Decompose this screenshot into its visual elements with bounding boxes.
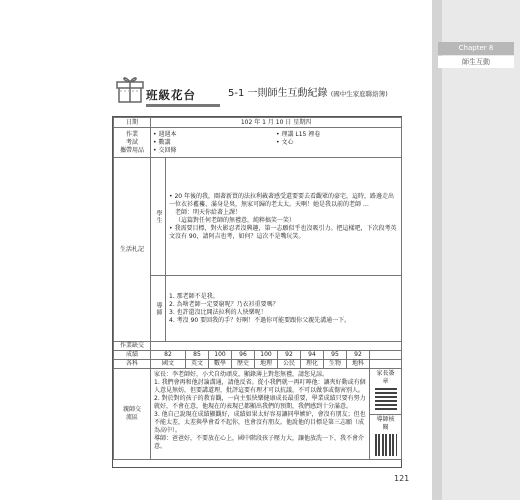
margin-strip (432, 0, 442, 500)
parent-sign-label: 家長簽章 (376, 370, 395, 385)
score-cell: 100 (255, 351, 278, 360)
homework-cell (151, 128, 402, 158)
teacher-line: 1. 那老師不是我。 (169, 292, 219, 300)
parent-line: 家長：李老師好，小犬自幼頑皮，顯錄薄上對您無禮，請您見諒。 (154, 371, 329, 378)
score-cell: 85 (186, 351, 209, 360)
subjects-row (114, 360, 402, 369)
homework-missing-value (151, 342, 402, 351)
chapter-subtitle: 師生互動 (438, 56, 514, 68)
section-label: 班級花台 (146, 86, 218, 104)
parent-line: 導師：爸爸好，不要放在心上，國中階段孩子壓力大，讓他放洗一下，我不會介意。 (154, 435, 365, 450)
subject-cell: 地科 (347, 360, 370, 369)
homework-item: • 理講 L15 裡卷 (276, 130, 321, 138)
section-rule (146, 104, 220, 107)
date-value: 102 年 1 月 10 日 星期四 (151, 118, 402, 128)
score-cell: 92 (347, 351, 370, 360)
subject-cell: 國文 (151, 360, 186, 369)
score-cell: 96 (232, 351, 255, 360)
parent-seal-stamp (375, 388, 397, 410)
contact-book-record (112, 116, 402, 468)
teacher-seal-stamp (375, 434, 397, 456)
record-table (113, 117, 402, 460)
parent-line: 1. 我們會再和他討論溝通，請他反省。從小我們就一再叮嚀他：讓夾好動或有個人意見無妨，但要講道理，批評這要有理才可以抗議，不可以做事或傷害別人。 (154, 379, 366, 394)
subject-cell: 數學 (209, 360, 232, 369)
row-labels (114, 128, 151, 158)
student-line: • 20 年後的我，閘著新買的法拉利載著感受還要要去看觀眾的豪宅，這時，路邊走出一位衣衫襤褸、滿身是臭，無家可歸的老太太。天啊！她是我以前的老師 … (169, 192, 394, 208)
chapter-tab: Chapter 8 (438, 42, 514, 55)
score-cell: 94 (301, 351, 324, 360)
scores-label: 成績 (114, 351, 151, 360)
signature-column (370, 369, 402, 460)
student-label: 學生 (155, 209, 162, 224)
student-line: （這篇對任何老師的無禮意，純粹搞笑一笑） (175, 216, 296, 224)
subject-cell: 地理 (255, 360, 278, 369)
right-margin-band (432, 0, 520, 500)
row-label-homework: 作業 (125, 130, 138, 138)
row-label-supplies: 攜帶用品 (119, 146, 144, 154)
document-title-text: 5-1 一則師生互動紀錄 (228, 88, 328, 99)
subjects-label: 各科 (114, 360, 151, 369)
teacher-label: 導師 (155, 301, 162, 316)
scores-row (114, 351, 402, 360)
score-cell: 100 (209, 351, 232, 360)
student-line: • 我需要目標，對火影忍者沒興趣，第一志願似乎也沒吸引力。把這樣吧，下次段考英文沒有 90，請阿吉也考，如何？這次不是嘴玩笑。 (169, 224, 397, 240)
teacher-review-label: 導師核閱 (376, 416, 395, 431)
homework-item: • 週週本 (153, 130, 177, 138)
homework-item: • 文心 (276, 138, 294, 146)
subject-cell: 公民 (278, 360, 301, 369)
score-cell: 82 (151, 351, 186, 360)
homework-missing-label: 作業缺交 (114, 342, 151, 351)
subject-cell: 歷史 (232, 360, 255, 369)
gift-box-icon (116, 74, 144, 104)
subject-cell: 理化 (301, 360, 324, 369)
document-title (228, 86, 388, 102)
parent-teacher-notes (151, 369, 370, 460)
date-label: 日期 (114, 118, 151, 128)
score-cell: 95 (324, 351, 347, 360)
teacher-notes (166, 276, 402, 342)
homework-item: • 交回條 (153, 146, 177, 154)
parent-line: 3. 他自己說現在成績顯觀好，成績如果太好容易讓同學嫉妒，會沒有朋友；但也不能太差，太差與學會看不起你，也會沒有朋友。他說他的目標是第三志願（成為高中）。 (154, 411, 366, 434)
subject-blank (370, 360, 402, 369)
parent-teacher-label (114, 369, 151, 460)
row-label-exam: 考試 (125, 138, 138, 146)
document-subtitle: (國中生家庭聯絡簿) (330, 90, 388, 98)
student-label-cell (151, 158, 166, 276)
teacher-line: 2. 為啥老師一定要窮呢？乃衣衫重要嗎？ (169, 300, 279, 308)
student-line: 老師：明天你給著上課！ (175, 208, 242, 216)
student-notes (166, 158, 402, 276)
score-blank (370, 351, 402, 360)
teacher-line: 4. 考沒 90 要回我的手？好啊！不過你可能要跟你父親先溝通一下。 (169, 316, 351, 324)
life-notes-label: 生活札記 (114, 158, 151, 342)
teacher-line: 3. 也許還沒比開法拉利的人快樂呢！ (169, 308, 267, 316)
teacher-label-cell (151, 276, 166, 342)
homework-item: • 數講 (153, 138, 171, 146)
score-cell: 92 (278, 351, 301, 360)
subject-cell: 英文 (186, 360, 209, 369)
parent-line: 2. 對於對的孩子的教育觀，一向主張快樂健康成長最重要，學業成績只要有努力就好，不會在意，他現在的表現已都顯出我們的預期，我們感到十分滿意。 (154, 395, 366, 410)
subject-cell: 生物 (324, 360, 347, 369)
page-number: 121 (394, 474, 410, 483)
parent-teacher-label-text: 親師交流區 (122, 406, 141, 421)
